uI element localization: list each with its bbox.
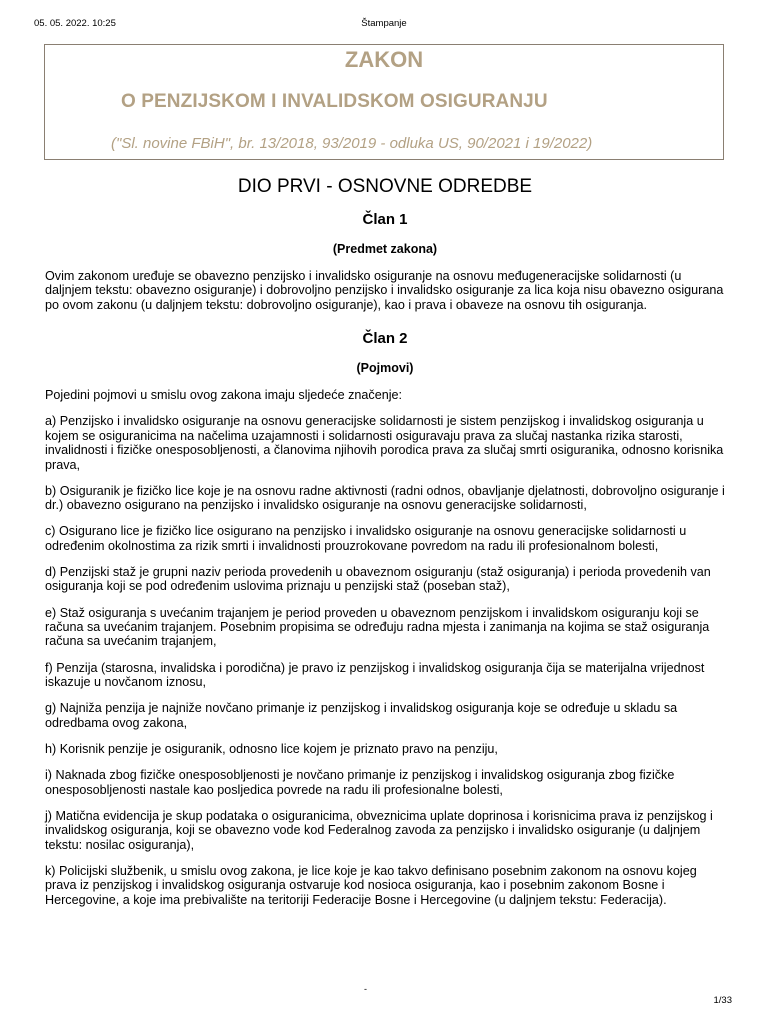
law-name-heading: O PENZIJSKOM I INVALIDSKOM OSIGURANJU (121, 91, 548, 112)
article-2-item-c: c) Osigurano lice je fizičko lice osigurano na penzijsko i invalidsko osiguranje na osnovu generacijske solidarnosti u određenim okolnostima za rizik smrti i invalidnosti prouzrokovane povredom na radu ili profesionalnom bolesti, (45, 524, 687, 553)
part-title: DIO PRVI - OSNOVNE ODREDBE (237, 176, 533, 197)
law-title-box (44, 44, 724, 160)
article-2-item-i: i) Naknada zbog fizičke onesposobljenosti je novčano primanje iz penzijskog i invalidskog osiguranja zbog fizičke onesposobljenosti nastale kao posljedica povrede na radu ili profesionalne bolesti, (45, 768, 675, 797)
article-2-item-e: e) Staž osiguranja s uvećanim trajanjem je period proveden u obaveznom penzijskom i invalidskom osiguranju koji se računa sa uvećanim trajanjem. Posebnim propisima se određuju radna mjesta i zanimanja na kojima se staž osiguranja računa sa uvećanim trajanjem, (45, 605, 710, 649)
article-2-item-k: k) Policijski službenik, u smislu ovog zakona, je lice koje je kao takvo definisano posebnim zakonom na osnovu kojeg prava iz penzijskog i invalidskog osiguranja ostvaruje kod nosioca osiguranja, kao i posebnim zakonom Bosne i Hercegovine, a koje ima prebivalište na teritoriji Federacije Bosne i Hercegovine (u daljnjem tekstu: Federacija). (45, 863, 697, 907)
print-header-datetime: 05. 05. 2022. 10:25 (34, 18, 116, 29)
article-2-item-g: g) Najniža penzija je najniže novčano primanje iz penzijskog i invalidskog osiguranja koje se određuje u skladu sa odredbama ovog zakona, (45, 701, 678, 730)
article-2-title: Član 2 (362, 330, 408, 348)
article-2-item-d: d) Penzijski staž je grupni naziv perioda provedenih u obaveznom osiguranju (staž osiguranja) i perioda provedenih van osiguranja koji se pod određenim uslovima priznaju u penzijski staž (poseban staž), (45, 565, 711, 594)
law-type-heading: ZAKON (344, 47, 424, 72)
document-body (45, 174, 725, 919)
article-2-item-j: j) Matična evidencija je skup podataka o osiguranicima, obveznicima uplate doprinosa i korisnicima prava iz penzijskog i invalidskog osiguranja, koji se obavezno vode kod Federalnog zavoda za penzijsko i invalidsko osiguranje (u daljnjem tekstu: nosilac osiguranja), (45, 808, 713, 852)
article-1-title: Član 1 (362, 211, 408, 228)
article-2-item-h: h) Korisnik penzije je osiguranik, odnosno lice kojem je priznato pravo na penziju, (45, 741, 498, 756)
article-2-intro: Pojedini pojmovi u smislu ovog zakona imaju sljedeće značenje: (45, 388, 403, 403)
print-header-title: Štampanje (361, 18, 407, 29)
article-2-item-a: a) Penzijsko i invalidsko osiguranje na osnovu generacijske solidarnosti je sistem penzijskog i invalidskog osiguranja u kojem se osiguranicima na načelima uzajamnosti i solidarnosti osiguravaju prava za slučaj nastanka rizika starosti, invalidnosti i fizičke onesposobljenosti, a članovima njihovih porodica prava za slučaj smrti osiguranika, odnosno korisnika prava, (45, 414, 724, 472)
article-2-item-b: b) Osiguranik je fizičko lice koje je na osnovu radne aktivnosti (radni odnos, obavljanje djelatnosti, dobrovoljno osiguranje i dr.) obavezno osigurano na penzijsko i invalidsko osiguranje na osnovu generacijske solidarnosti, (45, 483, 725, 513)
article-1-paragraph: Ovim zakonom uređuje se obavezno penzijsko i invalidsko osiguranje na osnovu međugeneracijske solidarnosti (u daljnjem tekstu: obavezno osiguranje) i dobrovoljno penzijsko i invalidsko osiguranje za lica koja nisu obavezno osigurana po ovom zakonu (u daljnjem tekstu: dobrovoljno osiguranje), kao i prava i obaveze na osnovu tih osiguranja. (45, 269, 724, 312)
article-1-subtitle: (Predmet zakona) (332, 242, 438, 256)
page-number: 1/33 (713, 995, 732, 1006)
law-gazette-reference: ("Sl. novine FBiH", br. 13/2018, 93/2019 - odluka US, 90/2021 i 19/2022) (111, 135, 593, 152)
article-2-subtitle: (Pojmovi) (356, 361, 414, 376)
footer-mark: - (364, 984, 367, 994)
article-2-item-f: f) Penzija (starosna, invalidska i porodična) je pravo iz penzijskog i invalidskog osiguranja čija se materijalna vrijednost iskazuje u novčanom iznosu, (45, 660, 705, 690)
